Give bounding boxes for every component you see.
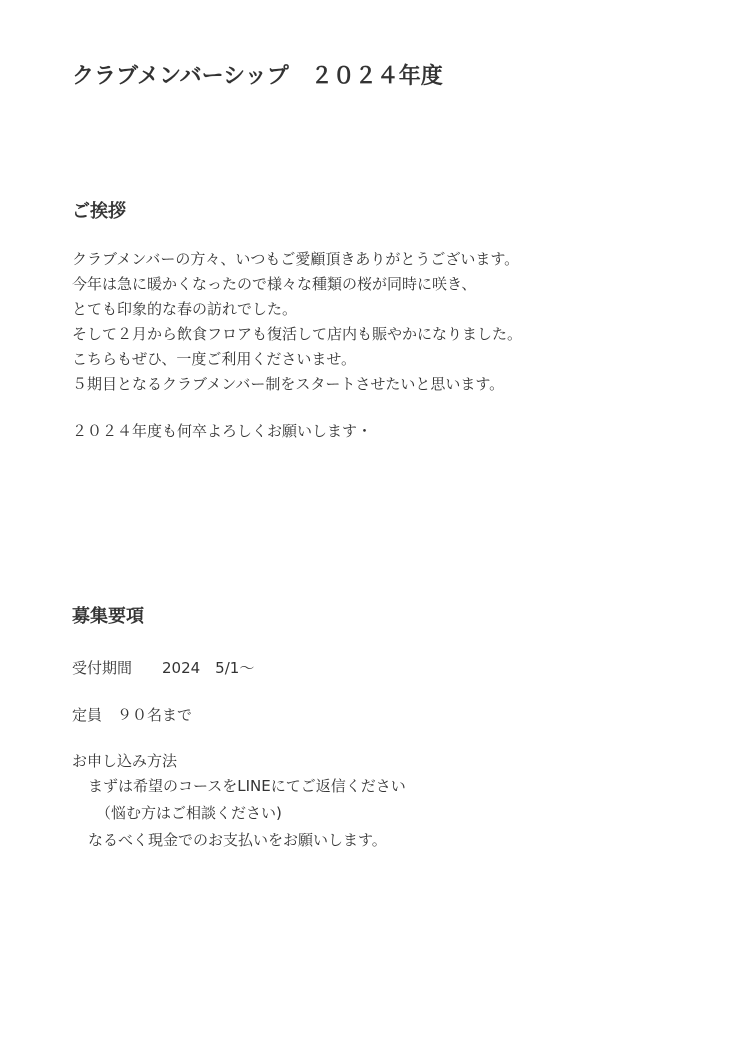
greeting-line: そして２月から飲食フロアも復活して店内も賑やかになりました。 (72, 325, 523, 343)
greeting-body (72, 247, 712, 397)
application-method-line: なるべく現金でのお支払いをお願いします。 (88, 831, 387, 849)
greeting-line: クラブメンバーの方々、いつもご愛顧頂きありがとうございます。 (72, 250, 520, 268)
greeting-line: 今年は急に暖かくなったので様々な種類の桜が同時に咲き、 (72, 275, 477, 293)
greeting-closing: ２０２４年度も何卒よろしくお願いします・ (72, 422, 373, 440)
greeting-line: とても印象的な春の訪れでした。 (72, 300, 298, 318)
greeting-heading: ご挨拶 (72, 201, 126, 222)
page-title: クラブメンバーシップ ２０２４年度 (72, 64, 443, 89)
application-method-label: お申し込み方法 (72, 752, 178, 770)
greeting-line: こちらもぜひ、一度ご利用くださいませ。 (72, 350, 356, 368)
capacity: 定員 ９０名まで (72, 706, 193, 724)
application-method-line: まずは希望のコースをLINEにてご返信ください (88, 777, 406, 795)
greeting-line: ５期目となるクラブメンバー制をスタートさせたいと思います。 (72, 375, 505, 393)
recruitment-heading: 募集要項 (72, 606, 144, 627)
application-method-line: （悩む方はご相談ください) (96, 804, 282, 822)
reception-period: 受付期間 2024 5/1〜 (72, 659, 255, 677)
